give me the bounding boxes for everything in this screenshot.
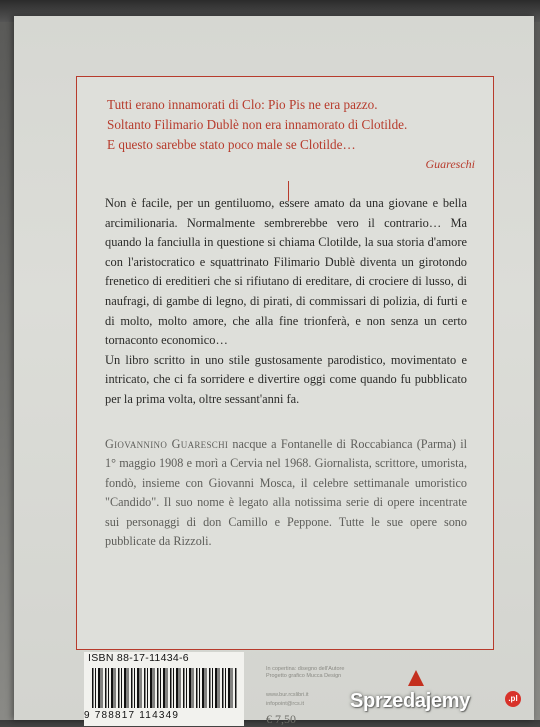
quote-line: Soltanto Filimario Dublè non era innamorato di Clotilde. <box>107 117 408 132</box>
credits-line: In copertina: disegno dell'Autore <box>266 666 345 672</box>
quote-line: E questo sarebbe stato poco male se Clotilde… <box>107 137 356 152</box>
publisher-logo-icon <box>408 670 424 686</box>
blurb-paragraph: Non è facile, per un gentiluomo, essere amato da una giovane e bella arcimilionaria. Normalmente sembrerebbe vero il contrario… Ma quando la fanciulla in questione si chiama Clotilde, la sua storia d'amore con l'aristocratico e squattrinato Filimario Dublè diventa un girotondo frenetico di ereditieri che si rifiutano di ereditare, di crociere di lusso, di naufragi, di gambe di legno, di pirati, di commissari di polizia, di furti e di molto, molto amore, che alla fine trionferà, e non senza un certo tornaconto economico… <box>105 196 467 348</box>
price: € 7,50 <box>266 712 296 726</box>
text-frame <box>76 76 494 650</box>
author-name: Giovannino Guareschi <box>105 437 229 451</box>
watermark-badge-icon: .pl <box>505 691 521 707</box>
publisher-email: infopoint@rcs.it <box>266 701 304 707</box>
quote-block <box>107 95 467 155</box>
author-bio <box>105 435 467 551</box>
author-bio-text: nacque a Fontanelle di Roccabianca (Parma) il 1° maggio 1908 e morì a Cervia nel 1968. Giornalista, scrittore, umorista, fondò, insieme con Giovanni Mosca, il celebre settimanale umoristico "Candido". Il suo nome è legato alla notissima serie di opere incentrate sui personaggi di don Camillo e Peppone. Tutte le sue opere sono pubblicate da Rizzoli. <box>105 437 467 549</box>
blurb-paragraph: Un libro scritto in uno stile gustosamente parodistico, movimentato e intricato, che ci fa sorridere e divertire oggi come quando fu pubblicato per la prima volta, oltre sessant'anni fa. <box>105 352 467 406</box>
cover-credits <box>266 666 386 680</box>
credits-line: Progetto grafico Mucca Design <box>266 673 342 679</box>
barcode-number: 9 788817 114349 <box>84 710 180 721</box>
book-back-cover <box>14 16 534 726</box>
barcode-label <box>84 652 244 726</box>
watermark-text: Sprzedajemy <box>350 690 471 712</box>
isbn: ISBN 88-17-11434-6 <box>88 652 189 664</box>
barcode-bars <box>92 668 238 708</box>
publisher-website: www.bur.rcslibri.it <box>266 692 309 698</box>
quote-author: Guareschi <box>425 157 475 171</box>
blurb-text <box>105 194 467 410</box>
quote-line: Tutti erano innamorati di Clo: Pio Pis ne era pazzo. <box>107 97 378 112</box>
